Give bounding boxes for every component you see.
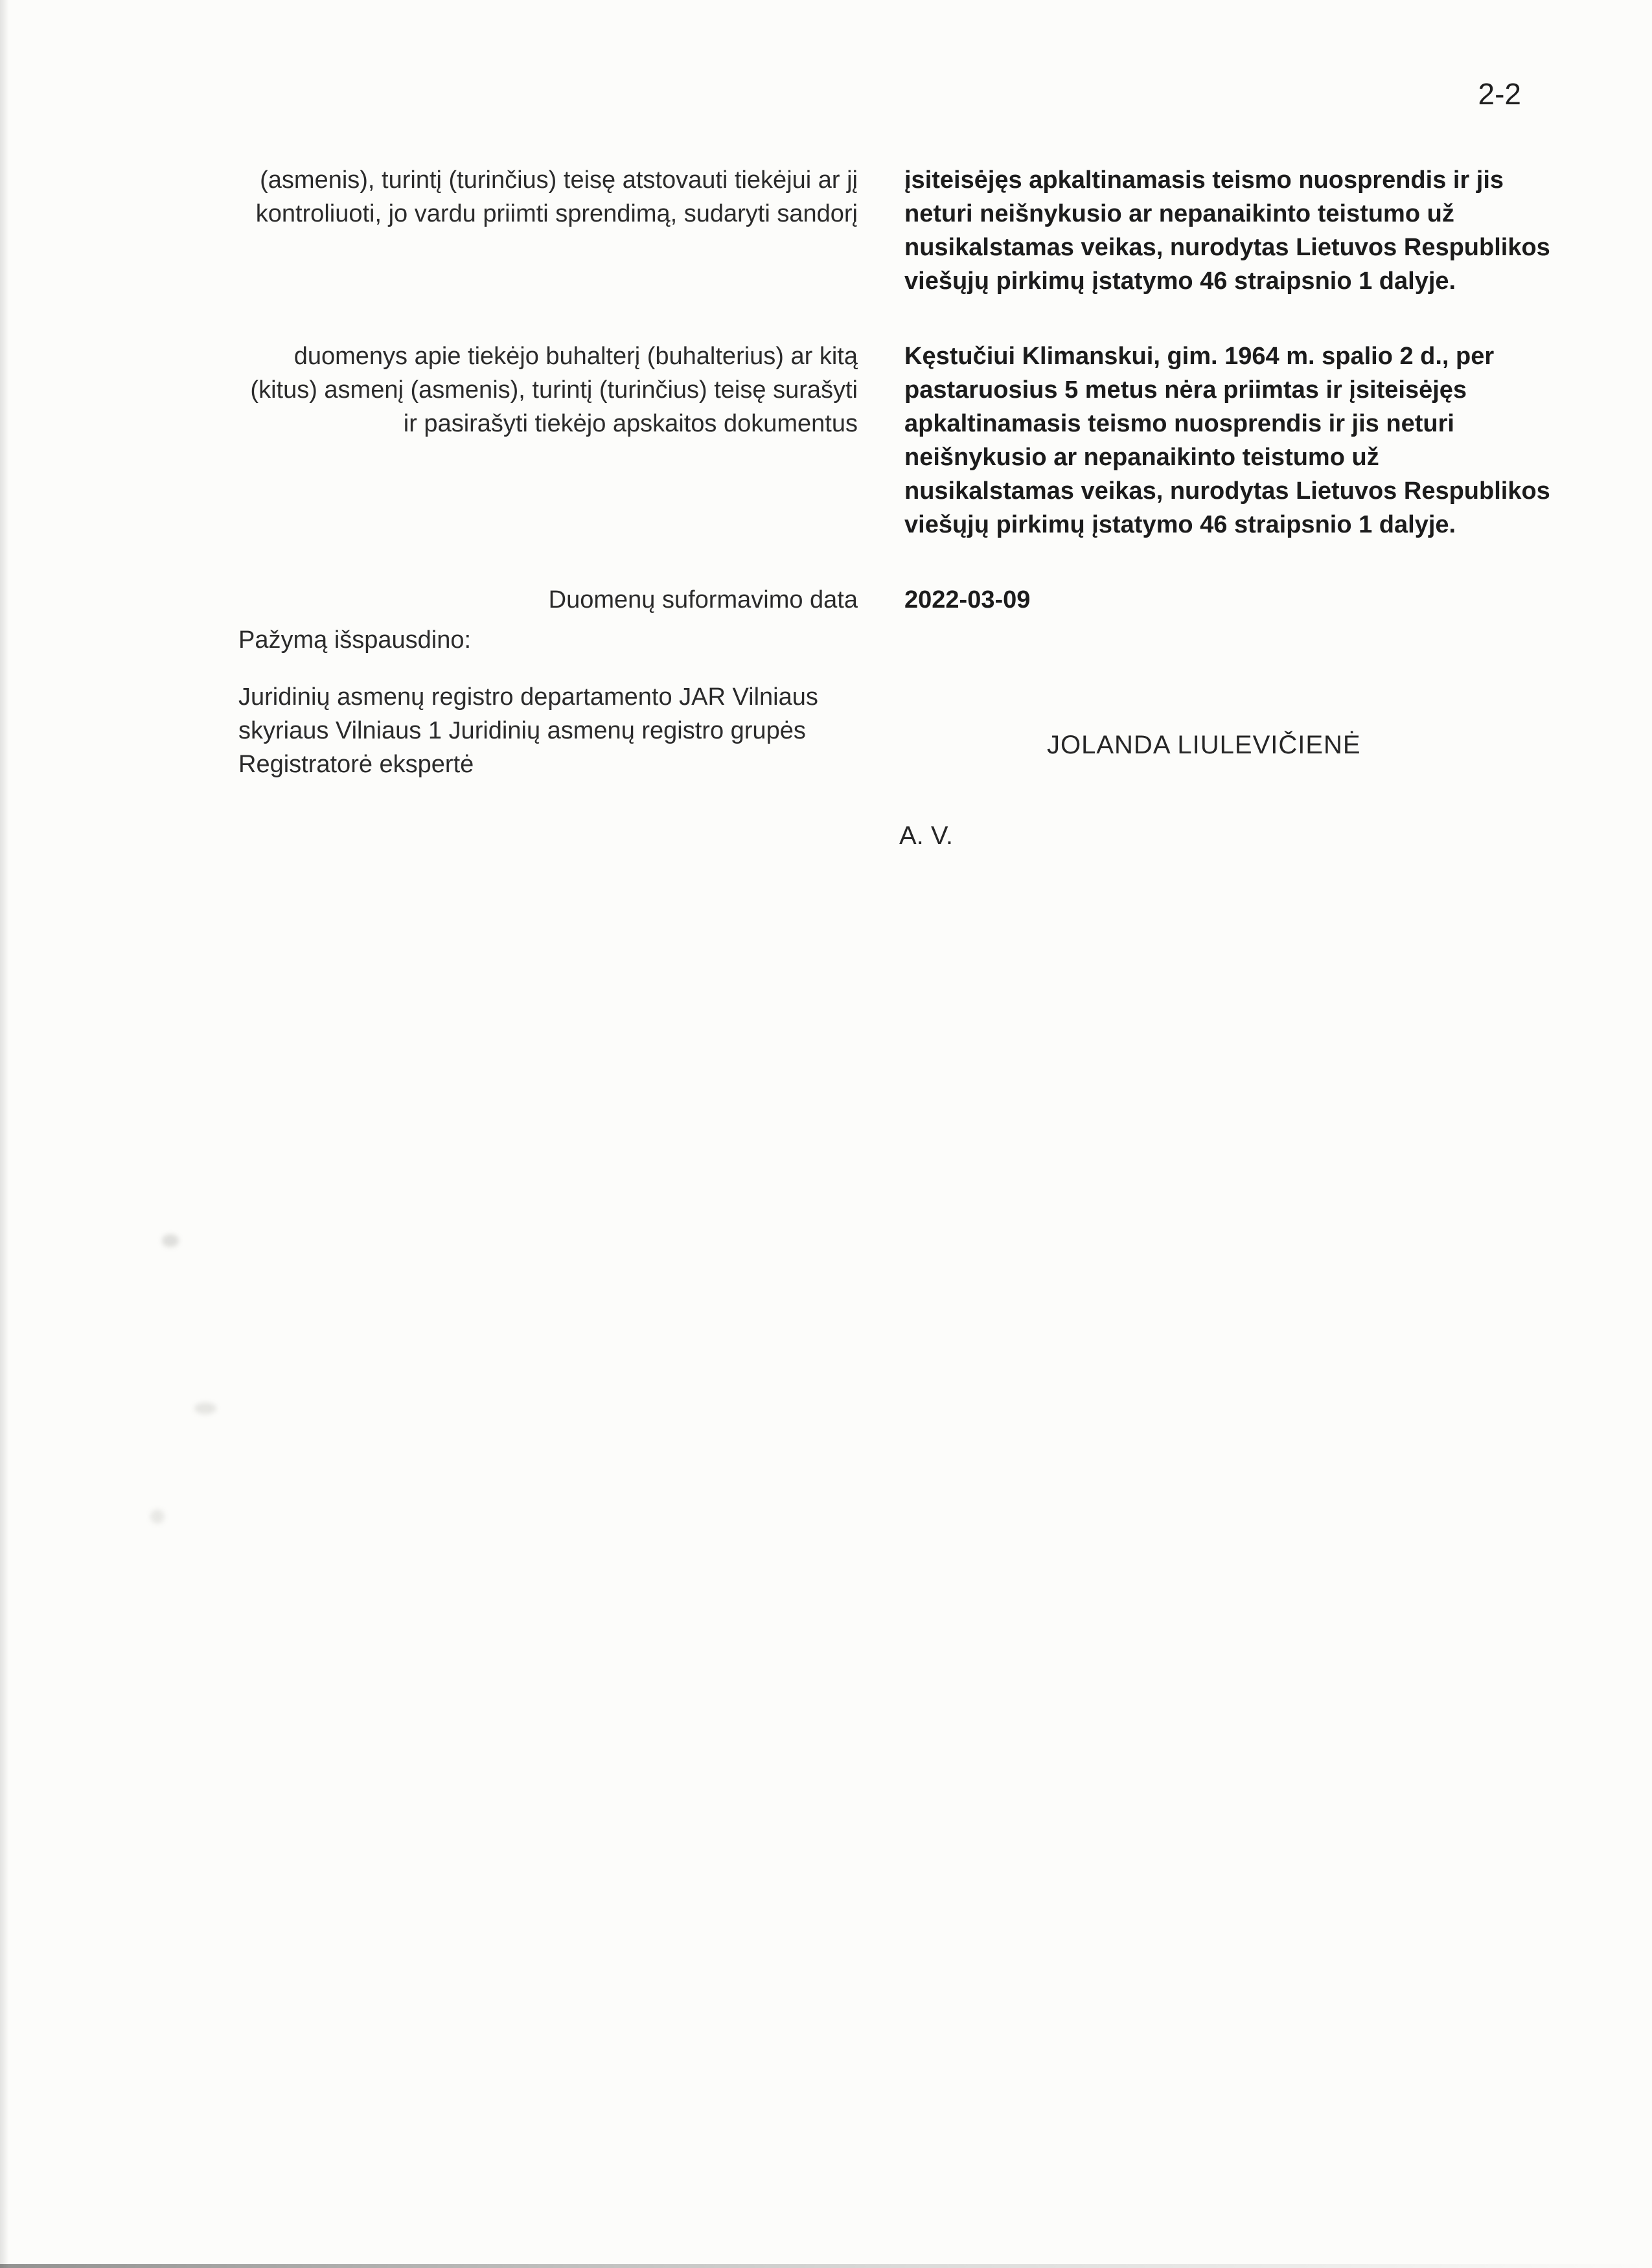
seal-mark: A. V. — [899, 821, 954, 850]
registrar-title: Registratorė ekspertė — [238, 751, 474, 778]
signer-name: JOLANDA LIULEVIČIENĖ — [1047, 731, 1361, 759]
printed-by-heading: Pažymą išspausdino: — [238, 626, 472, 654]
formation-date-label: Duomenų suformavimo data — [548, 586, 858, 613]
field-value-authorized-persons: įsiteisėjęs apkaltinamasis teismo nuosprendis ir jis neturi neišnykusio ar nepanaikinto teistumo už nusikalstamas veikas, nurodytas Lietuvos Respublikos viešųjų pirkimų įstatymo 46 straipsnio 1 dalyje. — [904, 166, 1550, 295]
issuer-organization: Juridinių asmenų registro departamento JAR Vilniaus skyriaus Vilniaus 1 Juridinių asmenų registro grupės — [238, 683, 818, 744]
field-label-accountant: duomenys apie tiekėjo buhalterį (buhalterius) ar kitą (kitus) asmenį (asmenis), turintį (turinčius) teisę surašyti ir pasirašyti tiekėjo apskaitos dokumentus — [250, 343, 858, 437]
scan-smudge — [194, 1403, 216, 1414]
page-number: 2-2 — [1478, 77, 1521, 111]
scan-smudge — [150, 1509, 165, 1524]
formation-date-value: 2022-03-09 — [904, 586, 1031, 613]
field-label-authorized-persons: (asmenis), turintį (turinčius) teisę atstovauti tiekėjui ar jį kontroliuoti, jo vardu priimti sprendimą, sudaryti sandorį — [255, 166, 858, 227]
scan-smudge — [162, 1234, 179, 1247]
printed-by-section — [238, 623, 841, 781]
field-value-accountant: Kęstučiui Klimanskui, gim. 1964 m. spalio 2 d., per pastaruosius 5 metus nėra priimtas ir įsiteisėjęs apkaltinamasis teismo nuosprendis ir jis neturi neišnykusio ar nepanaikinto teistumo už nusikalstamas veikas, nurodytas Lietuvos Respublikos viešųjų pirkimų įstatymo 46 straipsnio 1 dalyje. — [904, 343, 1550, 538]
field-row — [238, 339, 1554, 542]
field-row-formation-date — [238, 583, 1554, 617]
field-row — [238, 163, 1554, 298]
fields-area — [238, 163, 1554, 617]
